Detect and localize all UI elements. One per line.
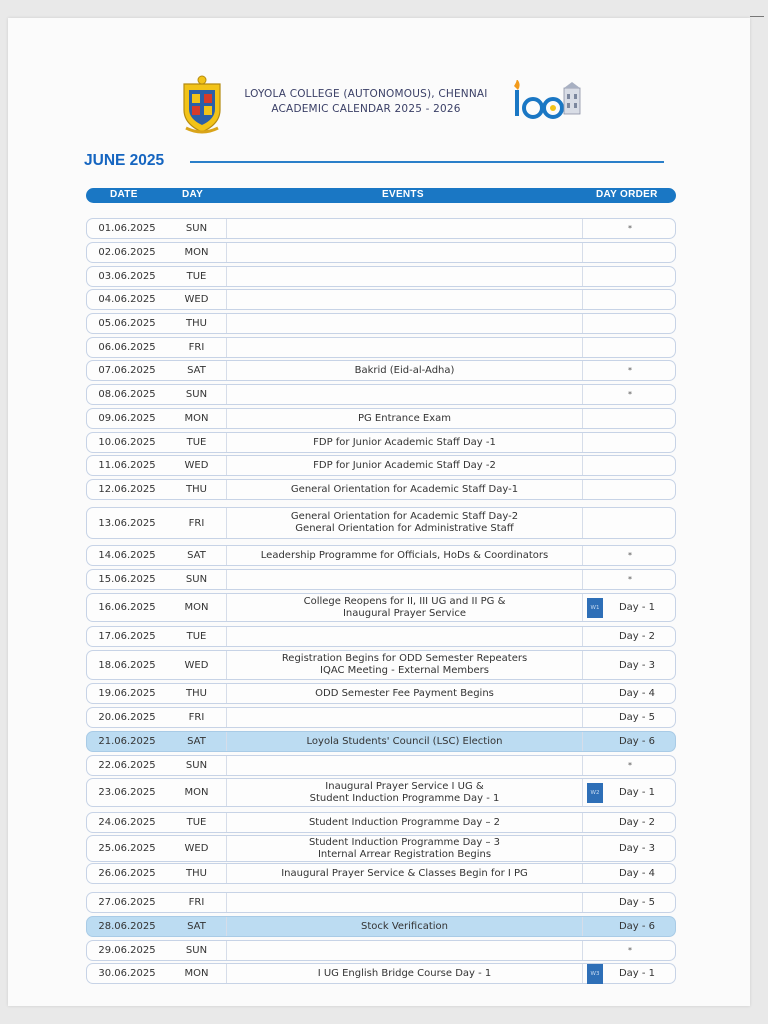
row-events	[227, 917, 583, 936]
row-events	[227, 290, 583, 309]
row-events	[227, 338, 583, 357]
table-row	[86, 835, 676, 862]
day-order-value: *	[628, 390, 632, 399]
day-order-value: Day - 5	[618, 712, 656, 723]
table-row	[86, 455, 676, 476]
table-row	[86, 650, 676, 680]
header-day-order: DAY ORDER	[596, 189, 658, 200]
row-date: 30.06.2025	[98, 968, 156, 979]
row-events	[227, 361, 583, 380]
row-day-order	[583, 314, 677, 333]
row-day-order	[583, 385, 677, 404]
row-events	[227, 409, 583, 428]
row-day: SUN	[167, 756, 227, 775]
row-day-order	[583, 708, 677, 727]
row-day-order	[583, 964, 677, 983]
day-order-value: *	[628, 575, 632, 584]
event-text: FDP for Junior Academic Staff Day -1	[313, 436, 496, 448]
event-text: Inaugural Prayer Service & Classes Begin for I PG	[281, 867, 528, 879]
row-day: MON	[167, 964, 227, 983]
row-date: 01.06.2025	[98, 223, 156, 234]
row-day-order	[583, 893, 677, 912]
row-day: SUN	[167, 941, 227, 960]
day-order-value: Day - 5	[618, 897, 656, 908]
row-date: 10.06.2025	[98, 437, 156, 448]
day-order-value: Day - 1	[618, 787, 656, 798]
table-row	[86, 707, 676, 728]
row-events	[227, 243, 583, 262]
row-events	[227, 508, 583, 538]
event-text: Stock Verification	[360, 920, 449, 932]
calendar-table	[86, 188, 676, 979]
table-row	[86, 432, 676, 453]
event-text: Loyola Students' Council (LSC) Election	[306, 735, 503, 747]
table-row	[86, 408, 676, 429]
row-date: 03.06.2025	[98, 271, 156, 282]
row-events	[227, 864, 583, 883]
table-row	[86, 266, 676, 287]
row-day-order	[583, 917, 677, 936]
row-date: 06.06.2025	[98, 342, 156, 353]
row-date: 20.06.2025	[98, 712, 156, 723]
row-day-order	[583, 684, 677, 703]
week-badge: W1	[587, 598, 603, 618]
row-day: FRI	[167, 893, 227, 912]
table-row	[86, 218, 676, 239]
row-date: 02.06.2025	[98, 247, 156, 258]
row-date: 28.06.2025	[98, 921, 156, 932]
header-title-block	[232, 88, 500, 115]
row-day: THU	[167, 684, 227, 703]
row-day: WED	[167, 290, 227, 309]
row-date: 18.06.2025	[98, 659, 156, 671]
college-crest-logo	[178, 74, 226, 136]
row-events	[227, 684, 583, 703]
table-row	[86, 384, 676, 405]
event-text: Student Induction Programme Day - 1	[309, 792, 500, 804]
row-day: SAT	[167, 917, 227, 936]
table-row	[86, 479, 676, 500]
header-date: DATE	[110, 189, 138, 200]
row-events	[227, 651, 583, 679]
row-events	[227, 570, 583, 589]
row-date: 21.06.2025	[98, 736, 156, 747]
row-date: 05.06.2025	[98, 318, 156, 329]
row-events	[227, 314, 583, 333]
calendar-title: ACADEMIC CALENDAR 2025 - 2026	[271, 103, 461, 115]
row-day-order	[583, 864, 677, 883]
centenary-logo	[506, 80, 586, 128]
event-text: Inaugural Prayer Service I UG &	[325, 780, 484, 792]
row-day: SAT	[167, 361, 227, 380]
row-day: FRI	[167, 508, 227, 538]
row-day: WED	[167, 836, 227, 861]
row-day: TUE	[167, 813, 227, 832]
row-day-order	[583, 243, 677, 262]
table-row	[86, 731, 676, 752]
event-text: Internal Arrear Registration Begins	[317, 848, 492, 860]
month-title: JUNE 2025	[84, 152, 165, 169]
row-day-order	[583, 627, 677, 646]
row-events	[227, 941, 583, 960]
row-day: TUE	[167, 267, 227, 286]
row-day-order	[583, 813, 677, 832]
row-day: WED	[167, 456, 227, 475]
row-events	[227, 732, 583, 751]
row-events	[227, 836, 583, 861]
row-day: SUN	[167, 385, 227, 404]
row-day-order	[583, 456, 677, 475]
day-order-value: Day - 6	[618, 921, 656, 932]
table-row	[86, 569, 676, 590]
table-row	[86, 940, 676, 961]
month-divider	[190, 161, 664, 163]
row-day: MON	[167, 243, 227, 262]
event-text: General Orientation for Academic Staff Day-1	[290, 483, 519, 495]
row-day: MON	[167, 779, 227, 806]
table-row	[86, 593, 676, 622]
header-events: EVENTS	[382, 189, 424, 200]
table-row	[86, 683, 676, 704]
page-header	[8, 70, 750, 140]
row-date: 11.06.2025	[98, 460, 156, 471]
row-events	[227, 433, 583, 452]
row-day: WED	[167, 651, 227, 679]
event-text: Inaugural Prayer Service	[342, 607, 467, 619]
row-events	[227, 267, 583, 286]
table-row	[86, 626, 676, 647]
header-day: DAY	[182, 189, 204, 200]
row-date: 14.06.2025	[98, 550, 156, 561]
day-order-value: *	[628, 224, 632, 233]
row-day: TUE	[167, 627, 227, 646]
event-text: Student Induction Programme Day – 3	[308, 836, 501, 848]
day-order-value: Day - 3	[618, 843, 656, 854]
row-date: 16.06.2025	[98, 602, 156, 613]
event-text: General Orientation for Administrative Staff	[295, 523, 514, 534]
row-day-order	[583, 480, 677, 499]
row-events	[227, 813, 583, 832]
row-day: THU	[167, 314, 227, 333]
row-day-order	[583, 546, 677, 565]
event-text: FDP for Junior Academic Staff Day -2	[313, 459, 496, 471]
table-row	[86, 863, 676, 884]
row-date: 25.06.2025	[98, 843, 156, 854]
week-badge: W3	[587, 964, 603, 984]
table-header	[86, 188, 676, 203]
table-row	[86, 778, 676, 807]
row-date: 15.06.2025	[98, 574, 156, 585]
table-row	[86, 337, 676, 358]
event-text: Student Induction Programme Day – 2	[308, 816, 501, 828]
row-day: SAT	[167, 546, 227, 565]
day-order-value: Day - 2	[618, 817, 656, 828]
row-events	[227, 480, 583, 499]
row-events	[227, 893, 583, 912]
row-events	[227, 779, 583, 806]
table-row	[86, 755, 676, 776]
row-day-order	[583, 409, 677, 428]
table-row	[86, 313, 676, 334]
event-text: General Orientation for Academic Staff Day-2	[290, 511, 519, 522]
row-day-order	[583, 941, 677, 960]
row-day-order	[583, 361, 677, 380]
event-text: I UG English Bridge Course Day - 1	[317, 967, 492, 979]
scan-edge-mark	[750, 16, 764, 17]
row-events	[227, 594, 583, 621]
row-events	[227, 219, 583, 238]
row-events	[227, 627, 583, 646]
row-date: 07.06.2025	[98, 365, 156, 376]
row-date: 13.06.2025	[98, 517, 156, 529]
day-order-value: Day - 2	[618, 631, 656, 642]
row-day: THU	[167, 480, 227, 499]
college-name: LOYOLA COLLEGE (AUTONOMOUS), CHENNAI	[244, 88, 488, 100]
row-day-order	[583, 508, 677, 538]
row-day: FRI	[167, 338, 227, 357]
day-order-value: Day - 4	[618, 688, 656, 699]
row-day: SUN	[167, 570, 227, 589]
table-row	[86, 916, 676, 937]
table-row	[86, 289, 676, 310]
row-day-order	[583, 267, 677, 286]
table-row	[86, 242, 676, 263]
row-day-order	[583, 836, 677, 861]
row-events	[227, 756, 583, 775]
event-text: PG Entrance Exam	[357, 412, 452, 424]
row-day-order	[583, 732, 677, 751]
row-date: 23.06.2025	[98, 787, 156, 798]
row-day-order	[583, 290, 677, 309]
row-day: FRI	[167, 708, 227, 727]
month-heading-row	[84, 152, 674, 176]
row-date: 24.06.2025	[98, 817, 156, 828]
table-row	[86, 507, 676, 539]
event-text: ODD Semester Fee Payment Begins	[315, 687, 494, 699]
row-events	[227, 708, 583, 727]
row-day-order	[583, 594, 677, 621]
row-day-order	[583, 651, 677, 679]
week-badge: W2	[587, 783, 603, 803]
table-row	[86, 360, 676, 381]
day-order-value: *	[628, 761, 632, 770]
day-order-value: Day - 3	[618, 659, 656, 671]
event-text: Registration Begins for ODD Semester Repeaters	[281, 653, 528, 664]
table-row	[86, 545, 676, 566]
event-text: Bakrid (Eid-al-Adha)	[354, 364, 455, 376]
calendar-page	[8, 18, 750, 1006]
table-row	[86, 892, 676, 913]
row-day-order	[583, 570, 677, 589]
event-text: IQAC Meeting - External Members	[320, 665, 489, 676]
row-date: 12.06.2025	[98, 484, 156, 495]
row-day-order	[583, 338, 677, 357]
day-order-value: Day - 1	[618, 602, 656, 613]
row-events	[227, 964, 583, 983]
table-row	[86, 963, 676, 984]
row-day-order	[583, 779, 677, 806]
row-date: 22.06.2025	[98, 760, 156, 771]
day-order-value: *	[628, 551, 632, 560]
row-day-order	[583, 433, 677, 452]
row-date: 08.06.2025	[98, 389, 156, 400]
event-text: College Reopens for II, III UG and II PG &	[303, 595, 506, 607]
table-row	[86, 812, 676, 833]
row-date: 19.06.2025	[98, 688, 156, 699]
day-order-value: Day - 4	[618, 868, 656, 879]
row-day: SUN	[167, 219, 227, 238]
row-events	[227, 385, 583, 404]
row-date: 04.06.2025	[98, 294, 156, 305]
row-date: 26.06.2025	[98, 868, 156, 879]
event-text: Leadership Programme for Officials, HoDs & Coordinators	[260, 549, 549, 561]
row-date: 09.06.2025	[98, 413, 156, 424]
row-events	[227, 456, 583, 475]
row-day: MON	[167, 409, 227, 428]
row-date: 17.06.2025	[98, 631, 156, 642]
row-day: SAT	[167, 732, 227, 751]
day-order-value: Day - 6	[618, 736, 656, 747]
row-day-order	[583, 756, 677, 775]
day-order-value: Day - 1	[618, 968, 656, 979]
row-day: MON	[167, 594, 227, 621]
day-order-value: *	[628, 366, 632, 375]
row-day: TUE	[167, 433, 227, 452]
row-date: 27.06.2025	[98, 897, 156, 908]
row-day-order	[583, 219, 677, 238]
row-date: 29.06.2025	[98, 945, 156, 956]
row-day: THU	[167, 864, 227, 883]
row-events	[227, 546, 583, 565]
day-order-value: *	[628, 946, 632, 955]
